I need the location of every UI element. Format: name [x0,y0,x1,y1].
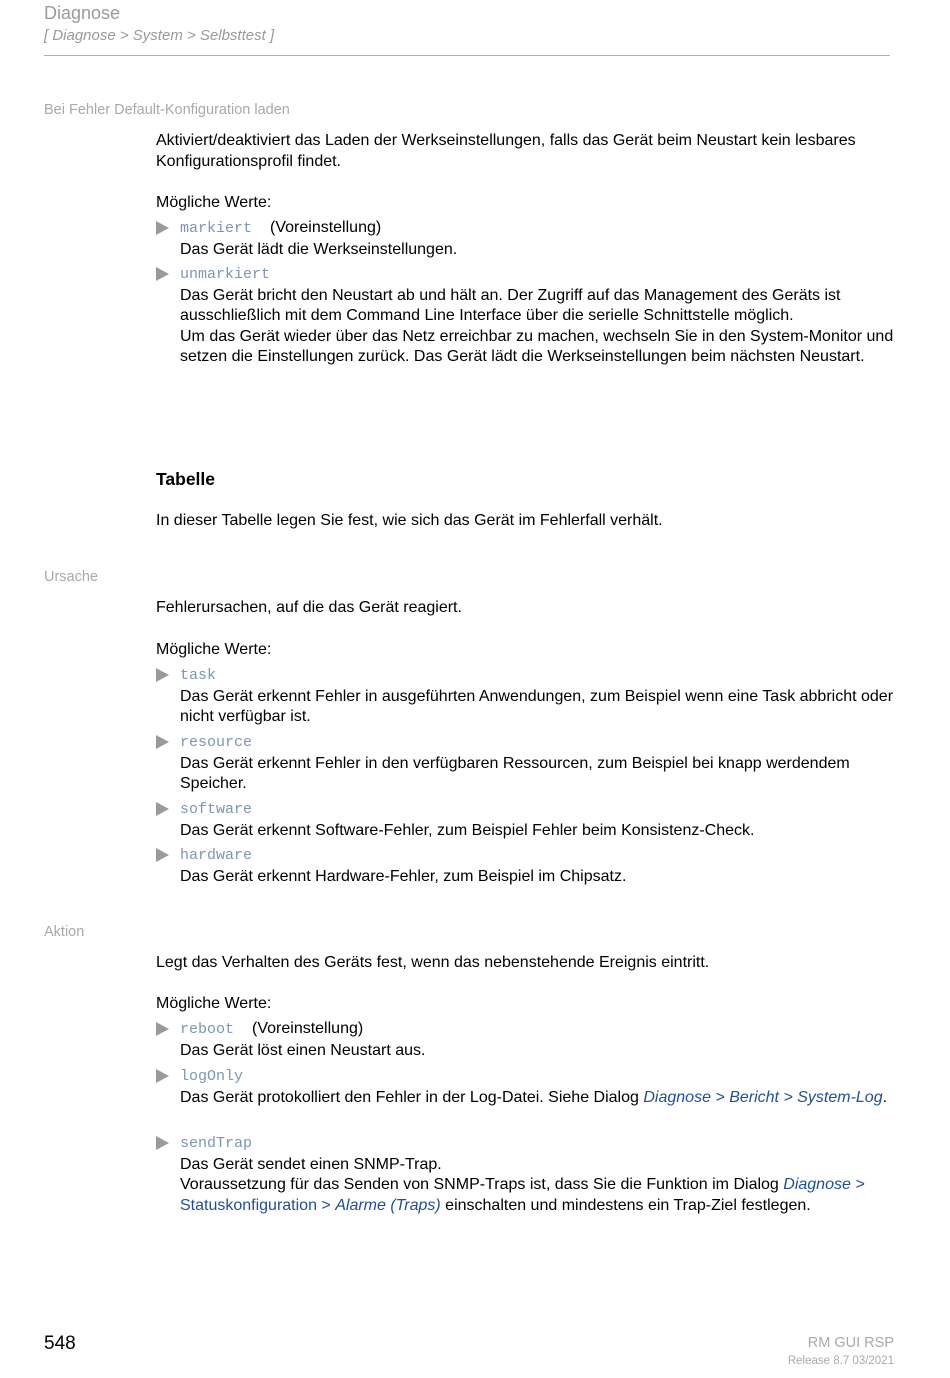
list-item [156,845,896,887]
dialog-link-diagnose[interactable]: Diagnose > [783,1176,865,1194]
triangle-bullet-icon [156,735,169,749]
value-code: unmarkiert [180,266,271,283]
param-label-aktion: Aktion [44,924,85,940]
value-code: hardware [180,847,253,864]
description-text: Das Gerät protokolliert den Fehler in der Log-Datei. Siehe Dialog [180,1088,644,1106]
header-divider [44,55,890,56]
value-description: Um das Gerät wieder über das Netz erreichbar zu machen, wechseln Sie in den System-Monitor und setzen die Einstellungen zurück. Das Gerät lädt die Werkseinstellungen beim nächsten Neustart. [180,327,894,366]
description-text: Voraussetzung für das Senden von SNMP-Traps ist, dass Sie die Funktion im Dialog [180,1176,784,1194]
default-note: (Voreinstellung) [270,219,382,236]
possible-values-label: Mögliche Werte: [156,641,272,658]
value-description: Das Gerät erkennt Fehler in ausgeführten Anwendungen, zum Beispiel wenn eine Task abbricht oder nicht verfügbar ist. [180,687,894,726]
page-number: 548 [44,1333,76,1354]
triangle-bullet-icon [156,267,169,281]
triangle-bullet-icon [156,221,169,235]
release-info: Release 8.7 03/2021 [787,1355,894,1367]
param-description: Legt das Verhalten des Geräts fest, wenn das nebenstehende Ereignis eintritt. [156,954,710,971]
list-item [156,1133,896,1216]
value-description: Das Gerät bricht den Neustart ab und hält an. Der Zugriff auf das Management des Geräts ist ausschließlich mit dem Command Line Interface über die serielle Schnittstelle möglich. [180,286,841,325]
list-item [156,732,896,795]
triangle-bullet-icon [156,802,169,816]
list-item [156,1019,896,1061]
value-description: Das Gerät erkennt Hardware-Fehler, zum Beispiel im Chipsatz. [180,867,627,885]
triangle-bullet-icon [156,668,169,682]
value-description [180,1088,896,1109]
value-description [180,1175,896,1216]
value-description: Das Gerät erkennt Fehler in den verfügbaren Ressourcen, zum Beispiel bei knapp werdendem Speicher. [180,754,850,793]
dialog-link-alarme[interactable]: Alarme (Traps) [335,1196,441,1214]
possible-values-label: Mögliche Werte: [156,995,272,1012]
value-code: software [180,801,253,818]
triangle-bullet-icon [156,848,169,862]
value-code: markiert [180,220,253,237]
param-description: Aktiviert/deaktiviert das Laden der Werkseinstellungen, falls das Gerät beim Neustart kein lesbares Konfigurationsprofil findet. [156,132,856,170]
description-text: einschalten und mindestens ein Trap-Ziel festlegen. [440,1196,811,1214]
value-code: task [180,667,217,684]
value-code: logOnly [180,1068,244,1085]
list-item [156,218,896,260]
triangle-bullet-icon [156,1136,169,1150]
possible-values-label: Mögliche Werte: [156,194,272,211]
list-item [156,665,896,728]
value-description: Das Gerät sendet einen SNMP-Trap. [180,1155,442,1173]
value-description: Das Gerät erkennt Software-Fehler, zum Beispiel Fehler beim Konsistenz-Check. [180,821,755,839]
param-label-ursache: Ursache [44,569,98,585]
value-description: Das Gerät löst einen Neustart aus. [180,1041,426,1059]
value-description: Das Gerät lädt die Werkseinstellungen. [180,240,458,258]
dialog-link-system-log[interactable]: Diagnose > Bericht > System-Log [643,1088,883,1106]
breadcrumb: [ Diagnose > System > Selbsttest ] [44,27,275,44]
value-code: sendTrap [180,1135,253,1152]
default-note: (Voreinstellung) [252,1020,364,1037]
value-code: resource [180,734,253,751]
triangle-bullet-icon [156,1022,169,1036]
list-item [156,1066,896,1108]
section-description: In dieser Tabelle legen Sie fest, wie sich das Gerät im Fehlerfall verhält. [156,512,663,529]
value-code: reboot [180,1021,235,1038]
document-name: RM GUI RSP [807,1335,894,1351]
description-text: . [882,1088,888,1106]
section-heading: Tabelle [156,469,216,489]
triangle-bullet-icon [156,1069,169,1083]
param-label-default-config: Bei Fehler Default-Konfiguration laden [44,102,290,118]
list-item [156,264,896,368]
param-description: Fehlerursachen, auf die das Gerät reagiert. [156,599,462,616]
list-item [156,799,896,841]
page-header-title: Diagnose [44,3,121,23]
dialog-link-statuskonfiguration[interactable]: Statuskonfiguration > [180,1196,331,1214]
